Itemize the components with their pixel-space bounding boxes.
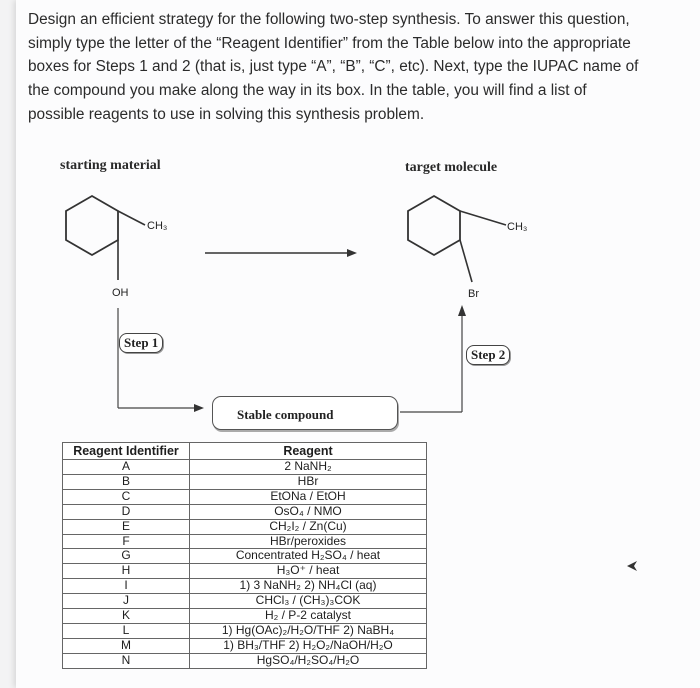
reagent-id-cell: C: [63, 489, 190, 504]
table-row: [63, 549, 427, 564]
reagent-cell: HBr/peroxides: [190, 534, 427, 549]
reagent-cell: CHCl₃ / (CH₃)₃COK: [190, 594, 427, 609]
table-row: [63, 594, 427, 609]
reagent-header: Reagent: [190, 443, 427, 460]
target-molecule-label: target molecule: [405, 160, 498, 175]
table-header-row: [63, 443, 427, 460]
reagent-id-cell: H: [63, 564, 190, 579]
step2-label: Step 2: [466, 345, 510, 365]
reagent-cell: Concentrated H₂SO₄ / heat: [190, 549, 427, 564]
reagent-id-cell: B: [63, 474, 190, 489]
cursor-icon: [626, 560, 638, 572]
table-row: [63, 460, 427, 475]
reagent-cell: 1) Hg(OAc)₂/H₂O/THF 2) NaBH₄: [190, 623, 427, 638]
forward-arrowhead: [347, 249, 357, 257]
table-row: [63, 564, 427, 579]
start-oh-text: OH: [112, 287, 129, 299]
question-line: Design an efficient strategy for the following two-step synthesis. To answer this question,: [28, 11, 630, 28]
reagent-id-cell: G: [63, 549, 190, 564]
reagent-id-cell: M: [63, 638, 190, 653]
table-row: [63, 609, 427, 624]
table-row: [63, 534, 427, 549]
reagent-id-cell: D: [63, 504, 190, 519]
reagent-cell: H₂ / P-2 catalyst: [190, 609, 427, 624]
reagent-cell: CH₂I₂ / Zn(Cu): [190, 519, 427, 534]
question-line: simply type the letter of the “Reagent Identifier” from the Table below into the appropriate: [28, 34, 631, 52]
starting-material-label: starting material: [60, 158, 161, 173]
reagent-id-cell: K: [63, 609, 190, 624]
reagent-cell: 1) BH₃/THF 2) H₂O₂/NaOH/H₂O: [190, 638, 427, 653]
question-line: possible reagents to use in solving this synthesis problem.: [28, 105, 425, 123]
question-line: boxes for Steps 1 and 2 (that is, just type “A”, “B”, “C”, etc). Next, type the IUPAC name of: [28, 58, 639, 76]
table-row: [63, 474, 427, 489]
step1-label: Step 1: [119, 333, 163, 353]
reagent-cell: HBr: [190, 474, 427, 489]
table-row: [63, 653, 427, 668]
table-row: [63, 519, 427, 534]
reagent-id-cell: A: [63, 460, 190, 475]
stable-compound-label: Stable compound: [237, 407, 334, 422]
table-row: [63, 489, 427, 504]
reagent-cell: 1) 3 NaNH₂ 2) NH₄Cl (aq): [190, 579, 427, 594]
table-row: [63, 623, 427, 638]
reagent-id-cell: I: [63, 579, 190, 594]
step1-arrowhead: [194, 404, 204, 412]
table-row: [63, 579, 427, 594]
reagent-cell: EtONa / EtOH: [190, 489, 427, 504]
reagent-cell: OsO₄ / NMO: [190, 504, 427, 519]
reagent-id-cell: N: [63, 653, 190, 668]
start-ch3-text: CH₃: [147, 220, 168, 232]
reagent-id-cell: F: [63, 534, 190, 549]
target-ch3-bond: [460, 211, 506, 225]
reagent-table: [62, 442, 427, 669]
table-row: [63, 638, 427, 653]
stable-compound-box[interactable]: [212, 396, 398, 430]
reagent-id-cell: L: [63, 623, 190, 638]
question-line: the compound you make along the way in its box. In the table, you will find a list of: [28, 82, 587, 100]
target-ch3-text: CH₃: [507, 221, 528, 233]
reagent-cell: 2 NaNH₂: [190, 460, 427, 475]
reagent-cell: H₃O⁺ / heat: [190, 564, 427, 579]
target-cyclohexane-ring: [408, 196, 460, 255]
target-br-text: Br: [468, 288, 479, 300]
start-ch3-bond: [118, 211, 145, 225]
reagent-identifier-header: Reagent Identifier: [63, 443, 190, 460]
reagent-id-cell: E: [63, 519, 190, 534]
target-br-bond: [460, 240, 472, 282]
table-row: [63, 504, 427, 519]
reagent-cell: HgSO₄/H₂SO₄/H₂O: [190, 653, 427, 668]
start-cyclohexane-ring: [66, 196, 118, 255]
step2-arrowhead: [458, 305, 466, 316]
reagent-id-cell: J: [63, 594, 190, 609]
